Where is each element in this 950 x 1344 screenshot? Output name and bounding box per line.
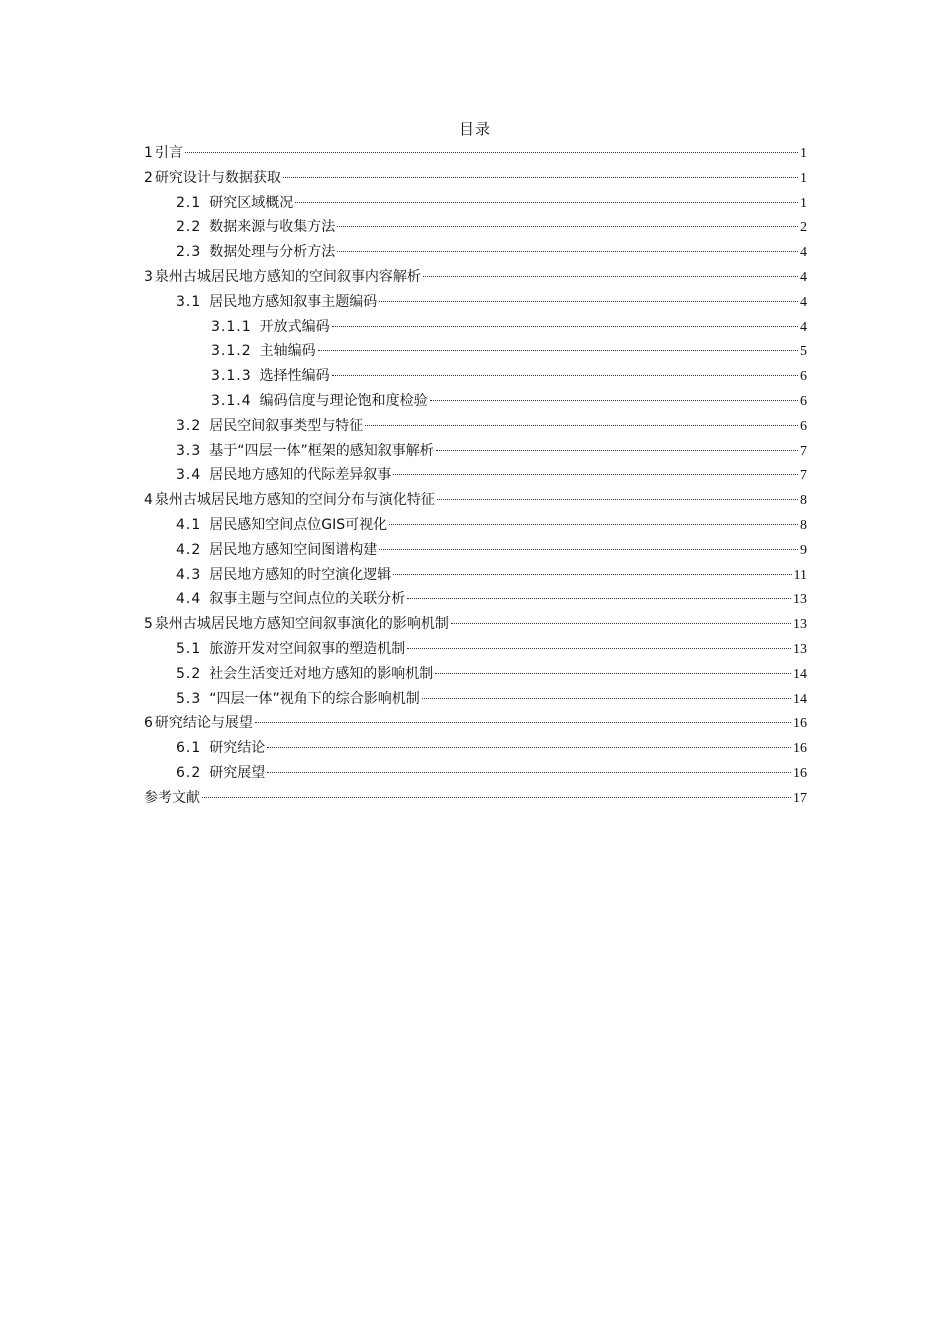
dot-leader xyxy=(423,276,798,277)
toc-entry[interactable] xyxy=(144,315,807,340)
toc-entry-number: 6.2 xyxy=(176,764,202,781)
dot-leader xyxy=(318,350,798,351)
toc-entry-number: 4.3 xyxy=(176,566,202,583)
toc-entry-page-number: 13 xyxy=(793,641,807,657)
toc-entry-number: 3.1.1 xyxy=(211,318,252,335)
dot-leader xyxy=(337,251,798,252)
toc-entry-number: 5.2 xyxy=(176,665,202,682)
dot-leader xyxy=(267,772,791,773)
toc-entry-title: 主轴编码 xyxy=(259,343,316,360)
toc-entry-title: 居民感知空间点位GIS可视化 xyxy=(209,516,388,533)
toc-entry-title: 引言 xyxy=(154,145,183,161)
toc-entry-title: 居民地方感知的时空演化逻辑 xyxy=(209,566,392,583)
dot-leader xyxy=(435,673,791,674)
toc-entry-number: 2.1 xyxy=(176,194,202,211)
toc-entry[interactable] xyxy=(144,488,807,513)
toc-entry-number: 6.1 xyxy=(176,740,202,757)
toc-entry-number: 3 xyxy=(144,268,153,285)
toc-entry-number: 3.1.3 xyxy=(211,368,252,385)
table-of-contents xyxy=(144,141,807,811)
dot-leader xyxy=(422,698,791,699)
toc-entry-number: 3.2 xyxy=(176,417,202,434)
toc-entry-title: 开放式编码 xyxy=(259,318,330,335)
toc-entry[interactable] xyxy=(144,786,807,811)
toc-title: 目录 xyxy=(458,120,491,138)
toc-entry-page-number: 16 xyxy=(793,741,807,757)
toc-entry[interactable] xyxy=(144,711,807,736)
toc-entry-number: 1 xyxy=(144,145,153,161)
toc-entry-title: 研究结论 xyxy=(209,740,266,757)
toc-entry-page-number: 7 xyxy=(800,468,807,484)
toc-entry-page-number: 13 xyxy=(793,617,807,633)
toc-entry-title: 基于“四层一体”框架的感知叙事解析 xyxy=(209,442,434,459)
dot-leader xyxy=(267,747,791,748)
toc-entry[interactable] xyxy=(144,538,807,563)
toc-entry-title: 居民空间叙事类型与特征 xyxy=(209,417,364,434)
dot-leader xyxy=(436,450,798,451)
toc-entry[interactable] xyxy=(144,563,807,588)
dot-leader xyxy=(407,648,791,649)
toc-entry-page-number: 6 xyxy=(800,393,807,409)
toc-entry-title: 泉州古城居民地方感知空间叙事演化的影响机制 xyxy=(154,616,449,633)
toc-entry-number: 3.1.2 xyxy=(211,343,252,360)
toc-entry-number: 6 xyxy=(144,715,153,732)
toc-entry-page-number: 6 xyxy=(800,369,807,385)
toc-entry-page-number: 1 xyxy=(800,195,807,211)
toc-entry-page-number: 16 xyxy=(793,716,807,732)
toc-entry[interactable] xyxy=(144,587,807,612)
toc-entry-page-number: 9 xyxy=(800,542,807,558)
dot-leader xyxy=(389,524,798,525)
toc-entry-title: 选择性编码 xyxy=(259,368,330,385)
toc-entry[interactable] xyxy=(144,166,807,191)
toc-entry-page-number: 8 xyxy=(800,493,807,509)
toc-entry-page-number: 4 xyxy=(800,319,807,335)
dot-leader xyxy=(332,375,798,376)
toc-entry-title: 居民地方感知的代际差异叙事 xyxy=(209,467,392,484)
toc-entry-page-number: 4 xyxy=(800,245,807,261)
toc-entry[interactable] xyxy=(144,215,807,240)
dot-leader xyxy=(337,226,798,227)
toc-entry[interactable] xyxy=(144,687,807,712)
toc-entry-title: 研究设计与数据获取 xyxy=(154,169,281,186)
dot-leader xyxy=(202,797,791,798)
toc-entry-number: 4.4 xyxy=(176,591,202,608)
toc-entry[interactable] xyxy=(144,463,807,488)
toc-entry-page-number: 4 xyxy=(800,294,807,310)
toc-entry-number: 5 xyxy=(144,616,153,633)
toc-entry-page-number: 1 xyxy=(800,170,807,186)
toc-entry[interactable] xyxy=(144,761,807,786)
toc-entry-page-number: 5 xyxy=(800,344,807,360)
dot-leader xyxy=(295,202,798,203)
toc-entry-title: 研究展望 xyxy=(209,764,266,781)
toc-entry-title: 泉州古城居民地方感知的空间分布与演化特征 xyxy=(154,492,435,509)
toc-entry-title: 编码信度与理论饱和度检验 xyxy=(259,392,428,409)
toc-entry-number: 4.1 xyxy=(176,516,202,533)
toc-entry[interactable] xyxy=(144,265,807,290)
toc-entry-number: 3.1.4 xyxy=(211,392,252,409)
toc-entry[interactable] xyxy=(144,612,807,637)
toc-entry[interactable] xyxy=(144,389,807,414)
toc-entry-title: 数据处理与分析方法 xyxy=(209,244,336,261)
toc-entry-page-number: 14 xyxy=(793,691,807,707)
toc-entry[interactable] xyxy=(144,339,807,364)
toc-entry-page-number: 13 xyxy=(793,592,807,608)
toc-entry-number: 2 xyxy=(144,169,153,186)
toc-entry-number: 3.3 xyxy=(176,442,202,459)
toc-entry-number: 2.3 xyxy=(176,244,202,261)
toc-entry[interactable] xyxy=(144,736,807,761)
toc-entry-page-number: 8 xyxy=(800,517,807,533)
toc-entry-title: 叙事主题与空间点位的关联分析 xyxy=(209,591,406,608)
toc-entry-title: 泉州古城居民地方感知的空间叙事内容解析 xyxy=(154,268,421,285)
toc-entry-number: 4.2 xyxy=(176,541,202,558)
toc-entry-page-number: 7 xyxy=(800,443,807,459)
toc-entry[interactable] xyxy=(144,364,807,389)
toc-entry[interactable] xyxy=(144,191,807,216)
toc-entry-title: 研究结论与展望 xyxy=(154,715,253,732)
dot-leader xyxy=(407,598,791,599)
toc-entry[interactable] xyxy=(144,637,807,662)
toc-entry[interactable] xyxy=(144,439,807,464)
dot-leader xyxy=(332,326,798,327)
dot-leader xyxy=(430,400,798,401)
dot-leader xyxy=(451,623,791,624)
toc-entry-title: 居民地方感知叙事主题编码 xyxy=(209,293,378,310)
dot-leader xyxy=(437,499,798,500)
dot-leader xyxy=(255,722,791,723)
toc-entry-title: 数据来源与收集方法 xyxy=(209,219,336,236)
toc-entry-page-number: 2 xyxy=(800,220,807,236)
dot-leader xyxy=(185,152,798,153)
toc-entry[interactable] xyxy=(144,513,807,538)
toc-entry[interactable] xyxy=(144,662,807,687)
toc-entry-page-number: 16 xyxy=(793,765,807,781)
toc-entry[interactable] xyxy=(144,414,807,439)
toc-entry[interactable] xyxy=(144,290,807,315)
toc-entry-page-number: 14 xyxy=(793,666,807,682)
toc-entry-title: 居民地方感知空间图谱构建 xyxy=(209,541,378,558)
dot-leader xyxy=(365,425,798,426)
toc-entry-title: 社会生活变迁对地方感知的影响机制 xyxy=(209,665,434,682)
toc-entry-page-number: 11 xyxy=(793,567,807,583)
toc-entry-page-number: 17 xyxy=(793,790,807,806)
toc-entry-number: 3.1 xyxy=(176,293,202,310)
dot-leader xyxy=(379,301,798,302)
toc-entry-number: 5.3 xyxy=(176,690,202,707)
toc-entry-number: 5.1 xyxy=(176,640,202,657)
dot-leader xyxy=(393,474,798,475)
toc-entry-title: “四层一体”视角下的综合影响机制 xyxy=(209,690,420,707)
toc-entry-page-number: 1 xyxy=(800,146,807,161)
toc-entry-page-number: 4 xyxy=(800,269,807,285)
toc-entry-number: 2.2 xyxy=(176,219,202,236)
dot-leader xyxy=(379,549,798,550)
dot-leader xyxy=(283,177,798,178)
toc-entry-number: 4 xyxy=(144,492,153,509)
toc-entry-title: 旅游开发对空间叙事的塑造机制 xyxy=(209,640,406,657)
toc-entry-title: 研究区域概况 xyxy=(209,194,294,211)
toc-entry[interactable] xyxy=(144,141,807,166)
toc-entry-number: 3.4 xyxy=(176,467,202,484)
dot-leader xyxy=(393,574,791,575)
toc-entry[interactable] xyxy=(144,240,807,265)
toc-entry-page-number: 6 xyxy=(800,418,807,434)
toc-entry-title: 参考文献 xyxy=(144,789,200,806)
